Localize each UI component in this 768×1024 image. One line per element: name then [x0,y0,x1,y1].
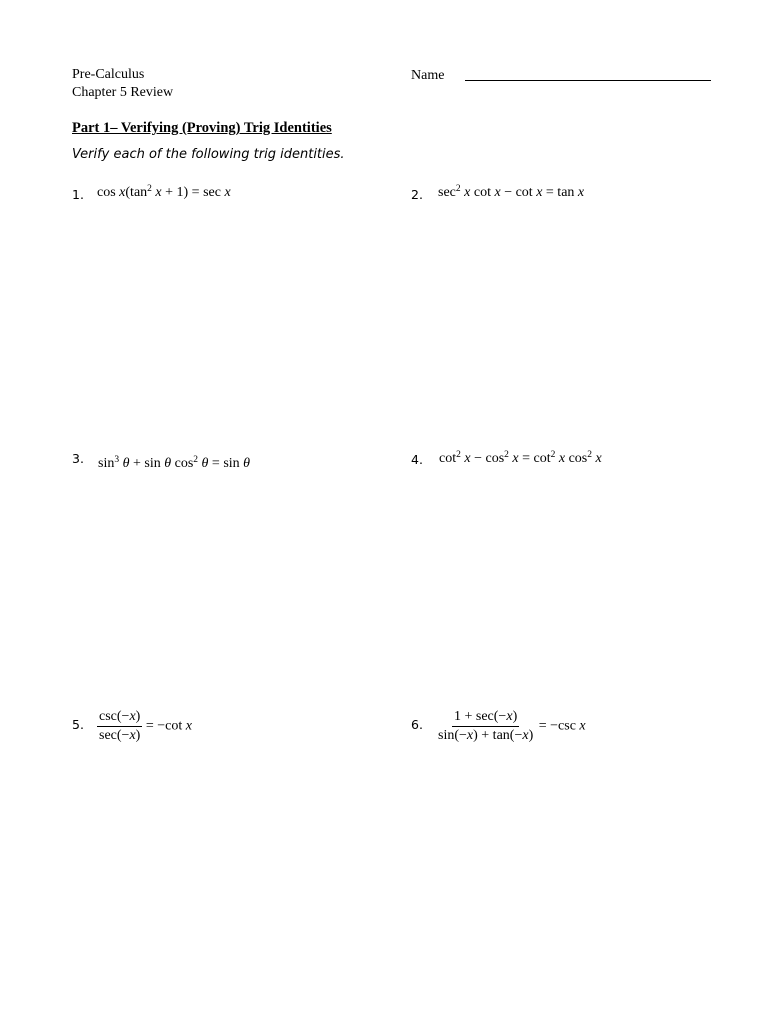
problem-1-number: 1. [72,187,84,202]
problem-4-identity: $\cot^2 x - \cos^2 x = \cot^2 x$ $\cos^2 x$ [439,450,602,466]
problem-2-number: 2. [411,187,423,202]
problem-3-identity: $\sin^3 \theta + \sin \theta$ $\cos^2 \theta = \sin \theta$ [98,455,251,471]
problem-6-fraction: $\frac{1 + \sec(-x)}{\sin(-x) + \tan(-x)}$ [438,709,534,743]
part-title: Part 1– Verifying (Proving) Trig Identities [72,120,332,136]
course-title: Pre-Calculus [72,67,145,82]
name-blank-line[interactable] [465,68,711,81]
problem-6-identity: $\frac{1 + \sec(-x)}{\sin(-x) + \tan(-x)}$ = −csc x [438,709,586,743]
problem-5-number: 5. [72,717,84,732]
problem-5-identity: $\frac{\csc(-x)}{\sec(-x)}$ = −cot x [99,709,192,743]
problem-4-number: 4. [411,452,423,467]
problem-6-number: 6. [411,717,423,732]
problem-2-identity: $\sec^2 x$ cot x − cot x = tan x [438,184,585,200]
instructions: Verify each of the following trig identities. [72,147,345,162]
chapter-title: Chapter 5 Review [72,85,174,100]
problem-5-fraction: $\frac{\csc(-x)}{\sec(-x)}$ [99,709,141,743]
problem-1-identity: $\cos x(\tan^2$ x + 1) = sec x [97,184,231,200]
problem-3-number: 3. [72,451,84,466]
name-label: Name [411,68,445,83]
